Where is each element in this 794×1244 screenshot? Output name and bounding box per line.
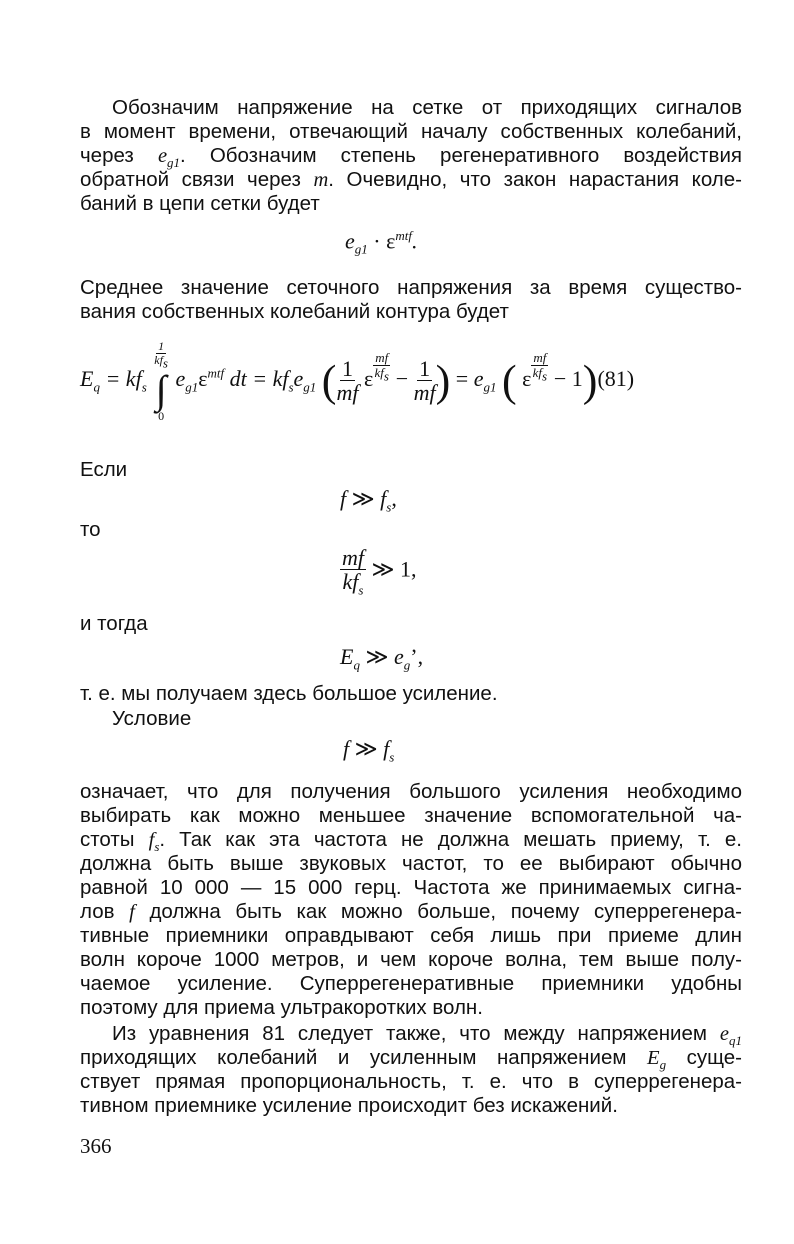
text-line: приходящих колебаний и усиленным напряжением $E_g$ суще- xyxy=(80,1046,742,1073)
condition-f-much-greater-fs: f ≫ $f_s$, xyxy=(340,486,397,515)
integral: $\frac{1}{kf_s}$ ∫ 0 xyxy=(154,339,168,423)
inline-math: $e_{g1}$ xyxy=(157,145,181,171)
condition-gain: $E_q$ ≫ $e_g$’, xyxy=(340,644,424,673)
text: . Обозначим степень регенеративного воздействия xyxy=(180,144,742,167)
text-line: Из уравнения 81 следует также, что между напряжением $e_{q1}$ xyxy=(112,1022,742,1049)
text-line: Если xyxy=(80,458,128,481)
text: через xyxy=(80,144,134,167)
text-line: лов f должна быть как можно больше, почему суперрегенера- xyxy=(80,900,743,923)
text-line: поэтому для приема ультракоротких волн. xyxy=(80,996,483,1019)
text-line: Обозначим напряжение на сетке от приходящих сигналов xyxy=(112,96,742,119)
text-line: в момент времени, отвечающий началу собственных колебаний, xyxy=(80,120,742,143)
equation-81: $E_q = kf_s$ $\frac{1}{kf_s}$ ∫ 0 $e_{g1}\varepsilon^{mtf}$ dt = $kf_se_{g1}$ ( $\frac{1}{mf}$ ε $\frac{mf}{kf_s}$ − $\frac{1}{mf}$ ) = $e_{g1}$ ( ε $\frac{mf}{kf_s}$ − 1)(81) xyxy=(80,339,635,423)
condition-f-much-greater-fs: f ≫ $f_s$ xyxy=(343,736,395,765)
condition-ratio: $\frac{mf}{kf_s}$ ≫ 1, xyxy=(342,545,417,598)
text-line: Условие xyxy=(112,707,192,730)
text-line: чаемое усиление. Суперрегенеративные приемники удобны xyxy=(80,972,742,995)
text-line xyxy=(80,168,742,192)
text-line: тивные приемники оправдывают себя лишь при приеме длин xyxy=(80,924,742,947)
inline-math: m xyxy=(313,169,329,191)
text: обратной связи через xyxy=(80,168,301,191)
text-line: Среднее значение сеточного напряжения за время существо- xyxy=(80,276,742,299)
text-line: баний в цепи сетки будет xyxy=(80,192,320,215)
text-line: и тогда xyxy=(80,612,148,635)
text-line: волн короче 1000 метров, и чем короче волна, тем выше полу- xyxy=(80,948,742,971)
text-line: то xyxy=(80,518,101,541)
text-line: означает, что для получения большого усиления необходимо xyxy=(80,780,742,803)
text-line: выбирать как можно меньшее значение вспомогательной ча- xyxy=(80,804,742,827)
page-number: 366 xyxy=(80,1134,112,1158)
equation-growth: $e_{g1} \cdot \varepsilon^{mtf}$. xyxy=(345,228,418,257)
text-line: должна быть выше звуковых частот, то ее выбирают обычно xyxy=(80,852,742,875)
text-line: т. е. мы получаем здесь большое усиление. xyxy=(80,682,498,705)
text: . Очевидно, что закон нарастания коле- xyxy=(328,168,742,191)
text-line: ствует прямая пропорциональность, т. е. что в суперрегенера- xyxy=(80,1070,742,1093)
text-line: равной 10 000 — 15 000 герц. Частота же принимаемых сигна- xyxy=(80,876,742,899)
text-line: стоты $f_s$. Так как эта частота не должна мешать приему, т. е. xyxy=(80,828,742,855)
equation-number: (81) xyxy=(597,365,635,391)
text-line: вания собственных колебаний контура будет xyxy=(80,300,509,323)
text-line: тивном приемнике усиление происходит без искажений. xyxy=(80,1094,618,1117)
